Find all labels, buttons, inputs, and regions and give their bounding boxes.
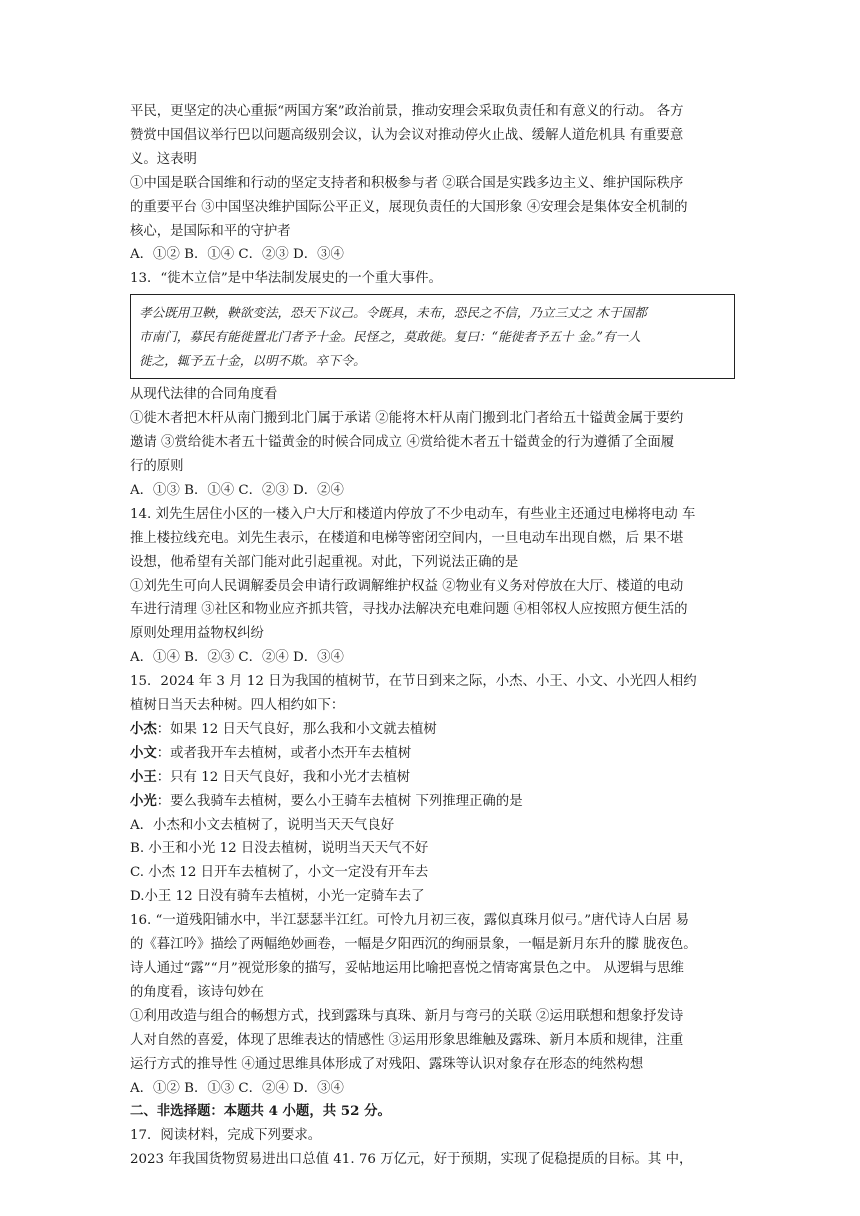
text-line: 邀请 ③赏给徙木者五十镒黄金的时候合同成立 ④赏给徙木者五十镒黄金的行为遵循了全面履 (130, 435, 675, 451)
speaker-name: 小文 (130, 744, 157, 761)
text-line: 推上楼拉线充电。刘先生表示，在楼道和电梯等密闭空间内，一旦电动车出现自燃，后 果不堪 (130, 530, 684, 546)
text-line: 原则处理用益物权纠纷 (130, 626, 264, 642)
speaker-text: ：或者我开车去植树，或者小杰开车去植树 (156, 745, 412, 761)
text-line: ①刘先生可向人民调解委员会申请行政调解维护权益 ②物业有义务对停放在大厅、楼道的电动 (130, 578, 684, 594)
question-12-continued (130, 100, 735, 267)
text-line: 行的原则 (130, 458, 184, 474)
section-heading: 二、非选择题：本题共 4 小题，共 52 分。 (130, 1103, 391, 1120)
quote-line: 徙之，辄予五十金，以明不欺。卒下令。 (139, 353, 366, 369)
text-line: 的重要平台 ③中国坚决维护国际公平正义，展现负责任的大国形象 ④安理会是集体安全机制的 (130, 199, 688, 215)
question-14 (130, 503, 735, 670)
question-stem: 15．2024 年 3 月 12 日为我国的植树节，在节日到来之际，小杰、小王、小文、小光四人相约 (130, 674, 697, 690)
quote-box (130, 294, 735, 379)
question-16 (130, 909, 735, 1100)
answer-options: A．①② B．①③ C．②④ D．③④ (130, 1080, 344, 1096)
text-line: 从现代法律的合同角度看 (130, 387, 278, 403)
exam-page (130, 100, 735, 1172)
option-c: C. 小杰 12 日开车去植树了，小文一定没有开车去 (130, 865, 429, 881)
quote-line: 市南门，募民有能徙置北门者予十金。民怪之，莫敢徙。复曰：“能徙者予五十 金。”有一人 (139, 329, 641, 345)
quote-line: 孝公既用卫鞅，鞅欲变法，恐天下议己。令既具，未布，恐民之不信，乃立三丈之 木于国都 (139, 305, 647, 321)
text-line: ①中国是联合国维和行动的坚定支持者和积极参与者 ②联合国是实践多边主义、维护国际秩序 (130, 175, 684, 191)
option-a: A．小杰和小文去植树了，说明当天天气良好 (130, 817, 395, 833)
text-line: 人对自然的喜爱，体现了思维表达的情感性 ③运用形象思维触及露珠、新月本质和规律，注重 (130, 1032, 684, 1048)
speaker-name: 小王 (130, 768, 157, 785)
text-line: 诗人通过“露”“月”视觉形象的描写，妥帖地运用比喻把喜悦之情寄寓景色之中。 从逻辑与思维 (130, 961, 684, 976)
text-line: 设想，他希望有关部门能对此引起重视。对此，下列说法正确的是 (130, 554, 519, 570)
dialogue-line (130, 718, 735, 742)
dialogue-line (130, 742, 735, 766)
text-line: ①徙木者把木杆从南门搬到北门属于承诺 ②能将木杆从南门搬到北门者给五十镒黄金属于要约 (130, 411, 684, 427)
text-line: 的角度看，该诗句妙在 (130, 984, 264, 1000)
question-17 (130, 1124, 735, 1172)
question-15 (130, 670, 735, 909)
dialogue-line (130, 766, 735, 790)
question-13 (130, 267, 735, 502)
option-b: B. 小王和小光 12 日没去植树，说明当天天气不好 (130, 841, 429, 857)
option-d: D.小王 12 日没有骑车去植树，小光一定骑车去了 (130, 889, 425, 905)
text-line: 平民，更坚定的决心重振“两国方案”政治前景，推动安理会采取负责任和有意义的行动。 各方 (130, 104, 684, 119)
answer-options: A．①③ B．①④ C．②③ D．②④ (130, 482, 344, 498)
speaker-text: ：要么我骑车去植树，要么小王骑车去植树 下列推理正确的是 (156, 793, 523, 809)
speaker-name: 小光 (130, 792, 157, 809)
question-stem: 14. 刘先生居住小区的一楼入户大厅和楼道内停放了不少电动车，有些业主还通过电梯将电动 车 (130, 506, 696, 522)
answer-options: A．①④ B．②③ C．②④ D．③④ (130, 650, 344, 666)
dialogue-line (130, 790, 735, 814)
text-line: 赞赏中国倡议举行巴以问题高级别会议，认为会议对推动停火止战、缓解人道危机具 有重要意 (130, 127, 684, 143)
question-stem: 17．阅读材料，完成下列要求。 (130, 1128, 322, 1144)
text-line: 的《暮江吟》描绘了两幅绝妙画卷，一幅是夕阳西沉的绚丽景象，一幅是新月东升的朦 胧夜色。 (130, 937, 697, 953)
text-line: 车进行清理 ③社区和物业应齐抓共管，寻找办法解决充电难问题 ④相邻权人应按照方便生活的 (130, 602, 688, 618)
speaker-text: ：如果 12 日天气良好，那么我和小文就去植树 (156, 721, 437, 737)
text-line: ①利用改造与组合的畅想方式，找到露珠与真珠、新月与弯弓的关联 ②运用联想和想象抒发诗 (130, 1008, 684, 1024)
question-stem: 16. “一道残阳铺水中，半江瑟瑟半江红。可怜九月初三夜，露似真珠月似弓。”唐代诗人白居 易 (130, 913, 690, 929)
text-line: 核心，是国际和平的守护者 (130, 223, 291, 239)
speaker-text: ：只有 12 日天气良好，我和小光才去植树 (156, 769, 410, 785)
speaker-name: 小杰 (130, 720, 157, 737)
question-stem: 13．“徙木立信”是中华法制发展史的一个重大事件。 (130, 271, 442, 287)
text-line: 植树日当天去种树。四人相约如下： (130, 698, 345, 714)
text-line: 运行方式的推导性 ④通过思维具体形成了对残阳、露珠等认识对象存在形态的纯然构想 (130, 1056, 644, 1072)
text-line: 2023 年我国货物贸易进出口总值 41. 76 万亿元，好于预期，实现了促稳提质的目标。其 中， (130, 1152, 693, 1168)
text-line: 义。这表明 (130, 151, 197, 167)
answer-options: A．①② B．①④ C．②③ D．③④ (130, 247, 344, 263)
